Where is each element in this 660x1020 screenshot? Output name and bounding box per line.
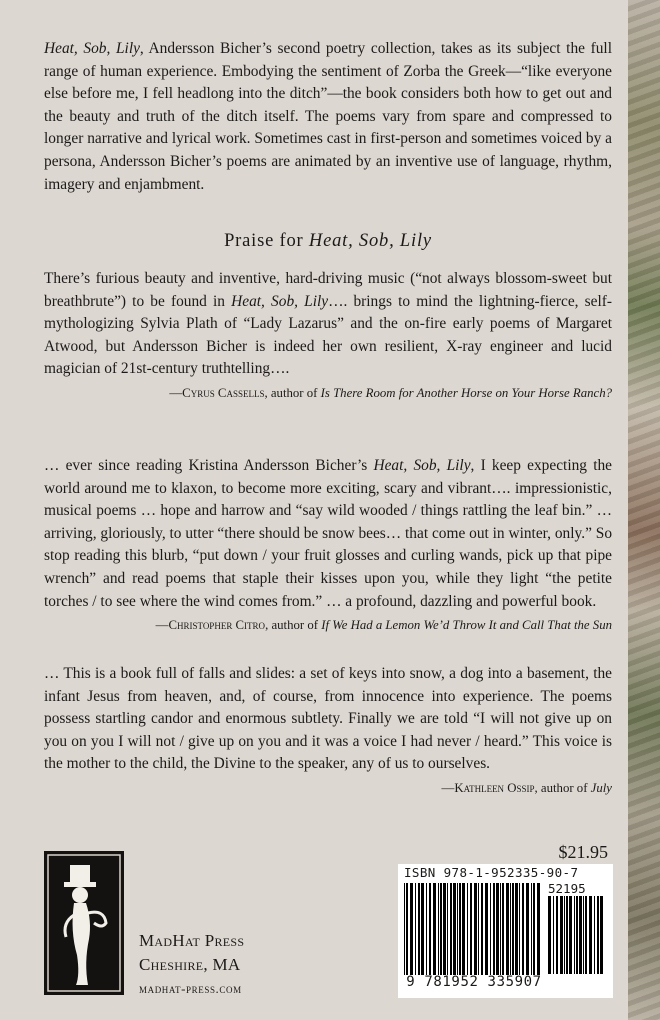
publisher-block xyxy=(139,929,244,1001)
blurb-text: …. brings to mind the lightning-fierce, self-mythologizing Sylvia Plath of “Lady Lazarus” and the on-fire early poems of Margaret Atwood, but Andersson Bicher is indeed her own resilient, X-ray engineer and lucid magician of 21st-century truthtelling…. xyxy=(44,292,612,378)
barcode-bar xyxy=(556,896,558,974)
barcode-bar xyxy=(421,883,424,975)
book-title-italic: Heat, Sob, Lily xyxy=(44,40,140,57)
blurb-author: —Kathleen Ossip xyxy=(441,780,535,795)
barcode-bar xyxy=(462,883,465,975)
barcode-digits: 9 781952 335907 xyxy=(406,974,542,990)
barcode-bar xyxy=(490,883,491,975)
barcode-bar xyxy=(410,883,413,975)
blurb-attribution xyxy=(44,384,612,402)
isbn-number: ISBN 978-1-952335-90-7 xyxy=(404,865,579,880)
description-body: , Andersson Bicher’s second poetry collection, takes as its subject the full range of human experience. Embodying the sentiment of Zorba the Greek—“like everyone else before me, I fell headlong into the ditch”—the book considers both how to get out and the beauty and truth of the ditch itself. The poems vary from spare and compressed to longer narrative and lyrical work. Sometimes cast in first-person and sometimes voiced by a persona, Andersson Bicher’s poems are animated by an inventive use of language, rhythm, imagery and enjambment. xyxy=(44,40,612,193)
barcode-bar xyxy=(574,896,575,974)
book-description xyxy=(44,38,612,196)
barcode-bar xyxy=(579,896,582,974)
attribution-connector: , author of xyxy=(264,385,321,400)
barcode-bar xyxy=(553,896,554,974)
blurb-text: … This is a book full of falls and slides: a set of keys into snow, a dog into a basement, the infant Jesus from heaven, and, of course, from innocence into experience. The poems possess startling candor and enormous subtlety. Finally we are told “I will not give up on you on you I will not / give up on you and it was a voice I had never / heard.” This voice is the mother to the child, the Divine to the speaker, any of us to ourselves. xyxy=(44,665,612,773)
attribution-connector: , author of xyxy=(265,618,322,633)
price: $21.95 xyxy=(558,842,608,862)
barcode-bar xyxy=(597,896,599,974)
barcode-bar xyxy=(438,883,439,975)
praise-heading-prefix: Praise for xyxy=(224,231,309,251)
author-work-title: Is There Room for Another Horse on Your Horse Ranch? xyxy=(320,385,612,400)
barcode-bar xyxy=(404,883,405,975)
barcode-bar xyxy=(519,883,520,975)
barcode-bar xyxy=(467,883,468,975)
barcode-bar xyxy=(500,883,501,975)
barcode-bar xyxy=(594,896,595,974)
barcode-bar xyxy=(478,883,479,975)
blurb-attribution xyxy=(44,779,612,797)
madhat-logo xyxy=(44,851,124,995)
publisher-name: MadHat Press xyxy=(139,931,245,950)
blurb-author: —Christopher Citro xyxy=(155,618,266,633)
barcode-bar xyxy=(481,883,483,975)
barcode-bar xyxy=(450,883,452,975)
barcode-bar xyxy=(600,896,603,974)
barcode-bar xyxy=(474,883,477,975)
blurb-author: —Cyrus Cassells xyxy=(169,385,265,400)
cover-art-strip xyxy=(628,0,660,1020)
barcode-bar xyxy=(447,883,448,975)
supplement-number: 52195 xyxy=(548,881,586,896)
blurb-1 xyxy=(44,268,612,402)
barcode-bar xyxy=(493,883,495,975)
ean-bars xyxy=(404,883,544,975)
blurb-attribution xyxy=(44,616,612,634)
blurb-title-italic: Heat, Sob, Lily xyxy=(231,292,329,310)
barcode-bar xyxy=(502,883,504,975)
barcode-bar xyxy=(433,883,436,975)
barcode-bar xyxy=(560,896,563,974)
barcode-bar xyxy=(418,883,420,975)
barcode-bar xyxy=(583,896,584,974)
barcode-bar xyxy=(526,883,529,975)
barcode-bar xyxy=(457,883,458,975)
barcode-bar xyxy=(406,883,408,975)
barcode-bar xyxy=(453,883,456,975)
author-work-title: July xyxy=(590,780,612,795)
blurb-2 xyxy=(44,455,612,634)
barcode-bar xyxy=(548,896,551,974)
barcode-bar xyxy=(443,883,446,975)
barcode-bar xyxy=(533,883,535,975)
blurb-text: There’s furious beauty and inventive, hard-driving music (“not always blossom-sweet but breathbrute”) to be found in xyxy=(44,270,612,310)
publisher-url: madhat-press.com xyxy=(139,981,242,996)
barcode-bar xyxy=(589,896,592,974)
barcode-bar xyxy=(537,883,540,975)
barcode-bar xyxy=(585,896,587,974)
barcode-bar xyxy=(510,883,511,975)
barcode-bar xyxy=(576,896,578,974)
barcode-bar xyxy=(459,883,461,975)
barcode-bar xyxy=(470,883,472,975)
blurb-3 xyxy=(44,663,612,797)
barcode-bar xyxy=(569,896,572,974)
barcode-bar xyxy=(564,896,565,974)
author-work-title: If We Had a Lemon We’d Throw It and Call That the Sun xyxy=(321,618,612,633)
barcode-bar xyxy=(429,883,431,975)
praise-heading xyxy=(44,231,612,252)
barcode-bar xyxy=(485,883,488,975)
barcode-bar xyxy=(440,883,442,975)
barcode-bar xyxy=(506,883,509,975)
barcode-bar xyxy=(531,883,532,975)
barcode-bar xyxy=(426,883,427,975)
barcode-bar xyxy=(522,883,524,975)
barcode-bar xyxy=(415,883,416,975)
attribution-connector: , author of xyxy=(534,780,591,795)
blurb-text: … ever since reading Kristina Andersson Bicher’s xyxy=(44,457,374,474)
blurb-title-italic: Heat, Sob, Lily xyxy=(373,457,471,474)
barcode-bar xyxy=(496,883,499,975)
barcode-bar xyxy=(515,883,518,975)
isbn-barcode xyxy=(398,864,613,998)
barcode-bar xyxy=(512,883,514,975)
madhat-figure-icon xyxy=(44,851,124,995)
supplement-bars xyxy=(548,896,606,974)
publisher-city: Cheshire, MA xyxy=(139,955,241,974)
praise-heading-title: Heat, Sob, Lily xyxy=(308,231,432,251)
blurb-text: , I keep expecting the world around me to klaxon, to become more exciting, scary and vibrant…. impressionistic, musical poems … hope and harrow and “say wild wooded / things rattling the leaf bin.” … arriving, gloriously, to utter “there should be snow bees… that come out in winter, only.” So stop reading this blurb, “put down / your fruit glosses and curling wands, pick up that pipe wrench” and read poems that staple their kisses upon you, while they light “the petite torches / to see where the wind comes from.” … a profound, dazzling and powerful book. xyxy=(44,457,613,610)
barcode-bar xyxy=(566,896,568,974)
